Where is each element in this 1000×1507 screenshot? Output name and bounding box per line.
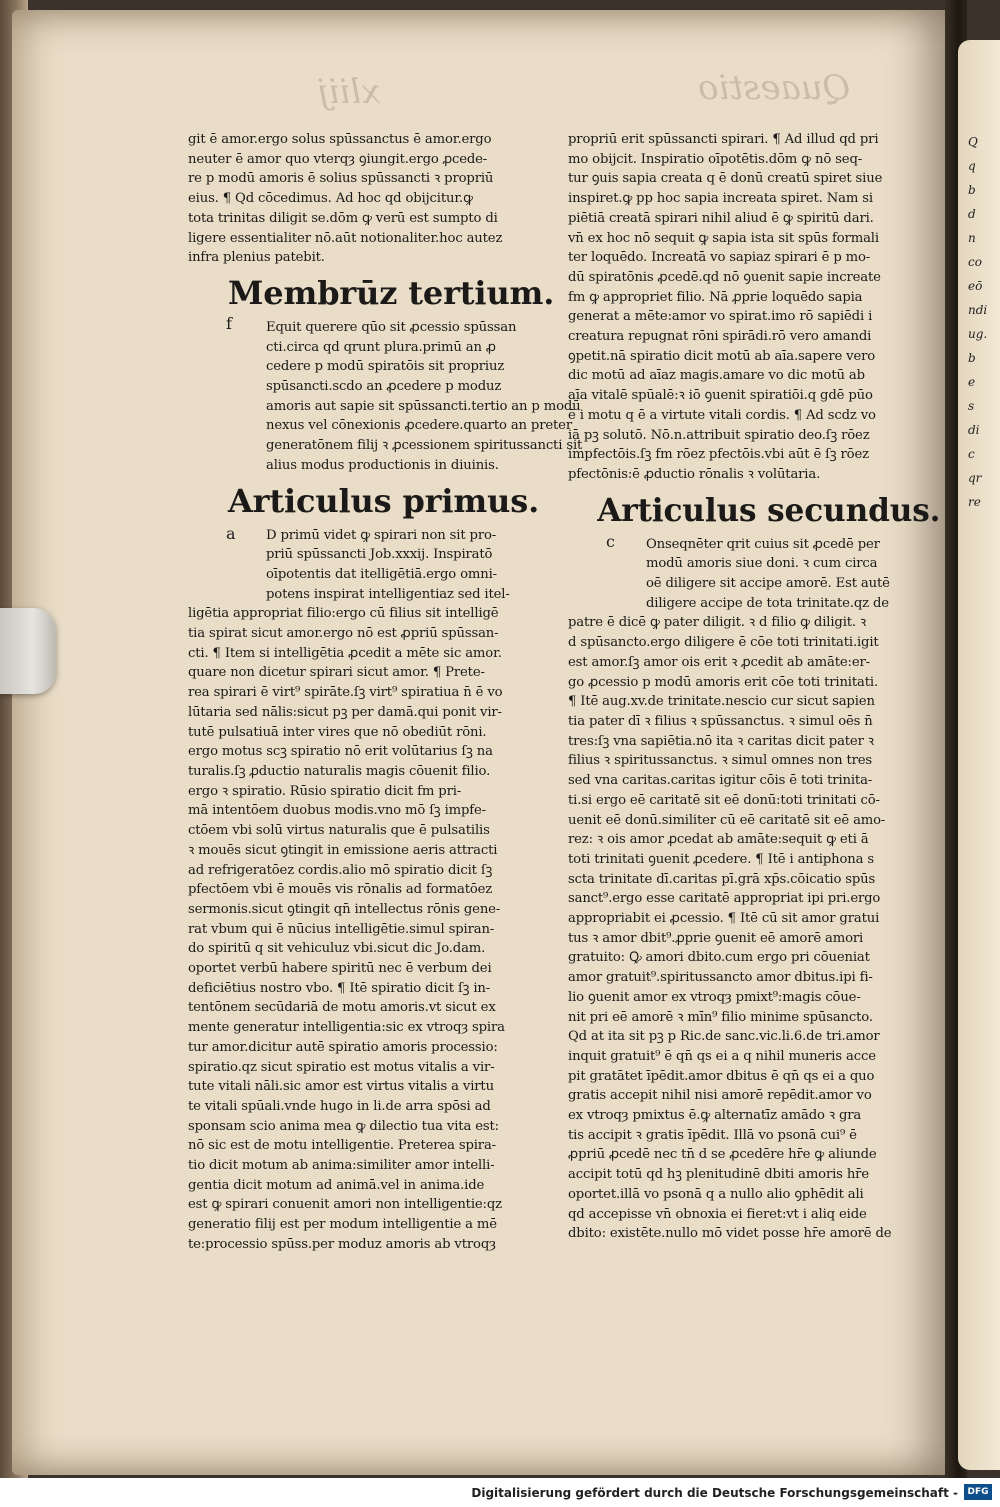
text-line: modū amoris siue doni. ꝛ cum circa	[646, 556, 878, 572]
right-column-bottom-block	[568, 535, 940, 1244]
text-line: impfectōis.ſꝫ fm rōez pfectōis.vbi aūt ē ſꝫ rōez	[568, 447, 869, 463]
text-line: scta trinitate dī.caritas pī.grā xp̄s.cōicatio spūs	[568, 871, 876, 887]
text-line: oē diligere sit accipe amorē. Est autē	[646, 576, 890, 592]
facing-page-fragment: s	[968, 399, 975, 413]
text-line: tute vitali nāli.sic amor est virtus vitalis a virtu	[188, 1079, 494, 1095]
text-line: ꝓpriū ꝓcedē nec tn̄ d se ꝓcedēre hr̄e ꝙ aliunde	[568, 1147, 877, 1163]
text-line: pit gratātet īpēdit.amor dbitus ē qn̄ qs ei a quo	[568, 1068, 875, 1084]
text-line: Onseqnēter qrit cuius sit ꝓcedē per	[646, 536, 880, 552]
text-line: diligere accipe de tota trinitate.qz de	[646, 595, 889, 611]
text-line: qd accepisse vn̄ obnoxia ei fieret:vt i aliq eide	[568, 1206, 867, 1222]
text-line: git ē amor.ergo solus spūssanctus ē amor.ergo	[188, 132, 492, 147]
text-line: ex vtroqȝ pmixtus ē.ꝙ alternatīz amādo ꝛ gra	[568, 1108, 862, 1124]
facing-page-fragment: ug.	[968, 327, 988, 341]
heading-articulus-secundus: Articulus secundus.	[597, 490, 941, 529]
text-line: ter loquēdo. Increatā vo sapiaz spirari ē p mo-	[568, 250, 871, 266]
facing-page-fragment: b	[968, 183, 976, 197]
text-line: potens inspirat intelligentiaz sed itel-	[266, 586, 510, 602]
margin-letter-c: c	[606, 532, 615, 551]
text-line: ctōem vbi solū virtus naturalis que ē pulsatilis	[188, 823, 490, 839]
text-line: lio ꝯuenit amor ex vtroqȝ pmixt⁹:magis cōue-	[568, 989, 861, 1005]
facing-page-fragment: q	[968, 159, 976, 173]
text-line: ligētia appropriat filio:ergo cū filius sit intelligē	[188, 606, 499, 622]
text-line: accipit totū qd hꝫ plenitudinē dbiti amoris hr̄e	[568, 1167, 869, 1183]
text-line: rat vbum qui ē nūcius intelligētie.simul spiran-	[188, 921, 495, 937]
facing-page-fragment: e	[968, 375, 976, 389]
footer-credit: Digitalisierung gefördert durch die Deutsche Forschungsgemeinschaft -	[471, 1486, 958, 1500]
text-line: generat a mēte:amor vo spirat.imo rō sapiēdi i	[568, 309, 873, 325]
text-line: tus ꝛ amor dbit⁹.ꝓprie ꝯuenit eē amorē amori	[568, 930, 864, 946]
text-line: mente generatur intelligentia:sic ex vtroqȝ spira	[188, 1020, 505, 1036]
text-line: est ꝙ spirari conuenit amori non intelligentie:qz	[188, 1197, 502, 1213]
heading-membrum-tertium: Membrūz tertium.	[228, 273, 555, 312]
text-line: tres:ſꝫ vna sapiētia.nō ita ꝛ caritas dicit pater ꝛ	[568, 733, 874, 749]
facing-page-fragment: d	[968, 207, 976, 221]
text-line: ꝛ mouēs sicut ꝯtingit in emissione aeris attracti	[188, 842, 498, 858]
text-line: amoris aut sapie sit spūssancti.tertio an p modū	[266, 398, 581, 414]
text-line: deficiētius nostro vbo. ¶ Itē spiratio dicit ſꝫ in-	[188, 980, 491, 996]
text-line: cti. ¶ Item si intelligētia ꝓcedit a mēte sic amor.	[188, 645, 502, 661]
text-line: nit pri eē amorē ꝛ mīn⁹ filio minime spūsancto.	[568, 1009, 873, 1025]
text-line: tia spirat sicut amor.ergo nō est ꝓpriū spūssan-	[188, 626, 499, 642]
right-text-column	[568, 130, 940, 1244]
text-line: ergo ꝛ spiratio. Rūsio spiratio dicit fm pri-	[188, 783, 462, 799]
text-line: mo obijcit. Inspiratio oīpotētis.dōm ꝙ nō seq-	[568, 151, 863, 167]
text-line: tota trinitas diligit se.dōm ꝙ verū est sumpto di	[188, 210, 498, 226]
text-line: dbito: existēte.nullo mō videt posse hr̄e amorē de	[568, 1226, 892, 1242]
text-line: alius modus productionis in diuinis.	[266, 457, 499, 473]
text-line: gentia dicit motum ad animā.vel in anima.ide	[188, 1177, 485, 1193]
text-line: ē i motu q ē a virtute vitali cordis. ¶ Ad scdz vo	[568, 407, 876, 423]
text-line: tutē pulsatiuā inter vires que nō obediūt rōni.	[188, 724, 487, 740]
left-column-middle-block	[188, 318, 583, 476]
text-line: nexus vel cōnexionis ꝓcedere.quarto an preter	[266, 418, 572, 434]
facing-page-fragment: b	[968, 351, 976, 365]
text-line: ¶ Itē aug.xv.de trinitate.nescio cur sicut sapien	[568, 694, 875, 710]
text-line: neuter ē amor quo vterqȝ ꝯiungit.ergo ꝓcede-	[188, 151, 488, 167]
text-line: filius ꝛ spiritussanctus. ꝛ simul omnes non tres	[568, 753, 873, 769]
left-column-bottom-block	[188, 526, 558, 1255]
text-line: cedere p modū spiratōis sit propriuz	[266, 359, 505, 375]
facing-page-fragment: qr	[968, 471, 982, 485]
text-line: pfectōem vbi ē mouēs vis rōnalis ad formatōez	[188, 882, 493, 898]
text-line: oportet.illā vo psonā q a nullo alio ꝯphēdit ali	[568, 1186, 864, 1202]
text-line: tur amor.dicitur autē spiratio amoris processio:	[188, 1039, 498, 1055]
text-line: oportet verbū habere spiritū nec ē verbum dei	[188, 961, 492, 977]
text-line: sponsam scio anima mea ꝙ dilectio tua vita est:	[188, 1118, 499, 1134]
running-head-left: xliij	[318, 72, 381, 112]
text-line: spiratio.qz sicut spiratio est motus vitalis a vir-	[188, 1059, 495, 1075]
text-line: go ꝓcessio p modū amoris erit cōe toti trinitati.	[568, 674, 878, 690]
text-line: rea spirari ē virt⁹ spirāte.ſꝫ virt⁹ spiratiua n̄ ē vo	[188, 685, 503, 701]
text-line: est amor.ſꝫ amor ois erit ꝛ ꝓcedit ab amāte:er-	[568, 654, 870, 670]
text-line: mā intentōem duobus modis.vno mō ſꝫ impfe-	[188, 803, 486, 819]
text-line: aīa vitalē spūalē:ꝛ iō ꝯuenit spiratiōi.q gdē pūo	[568, 388, 873, 404]
text-line: iā pꝫ solutō. Nō.n.attribuit spiratio deo.ſꝫ rōez	[568, 427, 870, 443]
text-line: ad refrigeratōez cordis.alio mō spiratio dicit ſꝫ	[188, 862, 493, 878]
text-line: uenit eē donū.similiter cū eē caritatē sit eē amo-	[568, 812, 886, 828]
facing-page-edge	[958, 40, 1000, 1470]
text-line: D primū videt ꝙ spirari non sit pro-	[266, 527, 497, 543]
text-line: do spiritū q sit vehiculuz vbi.sicut dic Jo.dam.	[188, 941, 486, 957]
text-line: cti.circa qd qrunt plura.primū an ꝓ	[266, 339, 496, 355]
text-line: priū spūssancti Job.xxxij. Inspiratō	[266, 547, 493, 563]
footer-bar	[0, 1478, 1000, 1507]
text-line: amor gratuit⁹.spiritussancto amor dbitus.ipi fi-	[568, 970, 873, 986]
text-line: rez: ꝛ ois amor ꝓcedat ab amāte:sequit ꝙ eti ā	[568, 832, 869, 848]
left-column-top-block	[188, 130, 558, 268]
text-line: tentōnem secūdariā de motu amoris.vt sicut ex	[188, 1000, 496, 1016]
text-line: infra plenius patebit.	[188, 250, 325, 266]
text-line: vn̄ ex hoc nō sequit ꝙ sapia ista sit spūs formali	[568, 230, 879, 246]
dfg-logo: DFG	[964, 1484, 992, 1500]
facing-page-fragments	[968, 130, 1000, 514]
margin-letter-a: a	[226, 524, 236, 543]
text-line: appropriabit ei ꝓcessio. ¶ Itē cū sit amor gratui	[568, 911, 880, 927]
text-line: ꝯpetit.nā spiratio dicit motū ab aīa.sapere vero	[568, 348, 876, 364]
text-line: tio dicit motum ab anima:similiter amor intelli-	[188, 1158, 495, 1174]
text-line: gratuito: Ꝙ amori dbito.cum ergo pri cōueniat	[568, 950, 870, 966]
text-line: Qd at ita sit pꝫ p Ric.de sanc.vic.li.6.de tri.amor	[568, 1029, 880, 1045]
text-line: propriū erit spūssancti spirari. ¶ Ad illud qd pri	[568, 132, 879, 147]
right-column-top-block	[568, 130, 940, 485]
heading-articulus-primus: Articulus primus.	[228, 481, 540, 520]
text-line: turalis.ſꝫ ꝓductio naturalis magis cōuenit filio.	[188, 763, 491, 779]
margin-letter-f: f	[226, 314, 232, 333]
text-line: generatōnem filij ꝛ ꝓcessionem spiritussancti sit	[266, 438, 583, 454]
text-line: ti.si ergo eē caritatē sit eē donū:toti trinitati cō-	[568, 792, 880, 808]
facing-page-fragment: re	[968, 495, 981, 509]
text-line: gratis accepit nihil nisi amorē repēdit.amor vo	[568, 1088, 872, 1104]
running-head-right: Quaestio	[698, 68, 851, 108]
text-line: creatura repugnat rōni spirādi.rō vero amandi	[568, 329, 872, 345]
facing-page-fragment: co	[968, 255, 982, 269]
text-line: te vitali spūali.vnde hugo in li.de arra spōsi ad	[188, 1098, 491, 1114]
text-line: ergo motus scꝫ spiratio nō erit volūtarius ſꝫ na	[188, 744, 493, 760]
facing-page-fragment: c	[968, 447, 975, 461]
text-line: fm ꝙ appropriet filio. Nā ꝓprie loquēdo sapia	[568, 289, 863, 305]
text-line: spūsancti.scdo an ꝓcedere p moduz	[266, 379, 502, 395]
text-line: te:processio spūss.per moduz amoris ab vtroqȝ	[188, 1236, 496, 1252]
facing-page-fragment: ndi	[968, 303, 988, 317]
text-line: d spūsancto.ergo diligere ē cōe toti trinitati.igit	[568, 635, 879, 651]
text-line: lūtaria sed nālis:sicut pꝫ per damā.qui ponit vir-	[188, 704, 502, 720]
page-clip-marker	[0, 608, 56, 694]
text-line: dū spiratōnis ꝓcedē.qd nō ꝯuenit sapie increate	[568, 269, 881, 285]
text-line: patre ē dicē ꝙ pater diligit. ꝛ d filio ꝙ diligit. ꝛ	[568, 615, 867, 631]
text-line: quare non dicetur spirari sicut amor. ¶ Prete-	[188, 665, 485, 681]
facing-page-fragment: eō	[968, 279, 983, 293]
text-line: nō sic est de motu intelligentie. Preterea spira-	[188, 1138, 496, 1154]
facing-page-fragment: Q	[968, 135, 978, 149]
text-line: tia pater dī ꝛ filius ꝛ spūssanctus. ꝛ simul oēs n̄	[568, 713, 873, 729]
text-line: tis accipit ꝛ gratis īpēdit. Illā vo psonā cui⁹ ē	[568, 1127, 857, 1143]
text-line: Equit querere qūo sit ꝓcessio spūssan	[266, 319, 517, 335]
text-line: re p modū amoris ē solius spūssancti ꝛ propriū	[188, 171, 494, 187]
text-line: piētiā creatā spirari nihil aliud ē ꝙ spiritū dari.	[568, 210, 874, 226]
facing-page-fragment: di	[968, 423, 980, 437]
text-line: toti trinitati ꝯuenit ꝓcedere. ¶ Itē i antiphona s	[568, 851, 874, 867]
text-line: generatio filij est per modum intelligentie a mē	[188, 1217, 497, 1233]
left-text-column	[188, 130, 583, 1255]
facing-page-fragment: n	[968, 231, 976, 245]
text-line: tur ꝯuis sapia creata q ē donū creatū spiret siue	[568, 171, 883, 187]
text-line: sanct⁹.ergo esse caritatē appropriat ipi pri.ergo	[568, 891, 881, 907]
text-line: inquit gratuit⁹ ē qn̄ qs ei a q nihil muneris acce	[568, 1048, 876, 1064]
text-line: eius. ¶ Qd cōcedimus. Ad hoc qd obijcitur.ꝙ	[188, 191, 473, 207]
text-line: dic motū ad aīaz magis.amare vo dic motū ab	[568, 368, 865, 384]
text-line: oīpotentis dat itelligētiā.ergo omni-	[266, 566, 497, 582]
text-line: pfectōnis:ē ꝓductio rōnalis ꝛ volūtaria.	[568, 466, 821, 482]
text-line: inspiret.ꝙ pp hoc sapia increata spiret. Nam si	[568, 191, 873, 207]
text-line: ligere essentialiter nō.aūt notionaliter.hoc autez	[188, 230, 503, 246]
text-line: sermonis.sicut ꝯtingit qn̄ intellectus rōnis gene-	[188, 901, 501, 917]
text-line: sed vna caritas.caritas igitur cōis ē toti trinita-	[568, 773, 873, 789]
